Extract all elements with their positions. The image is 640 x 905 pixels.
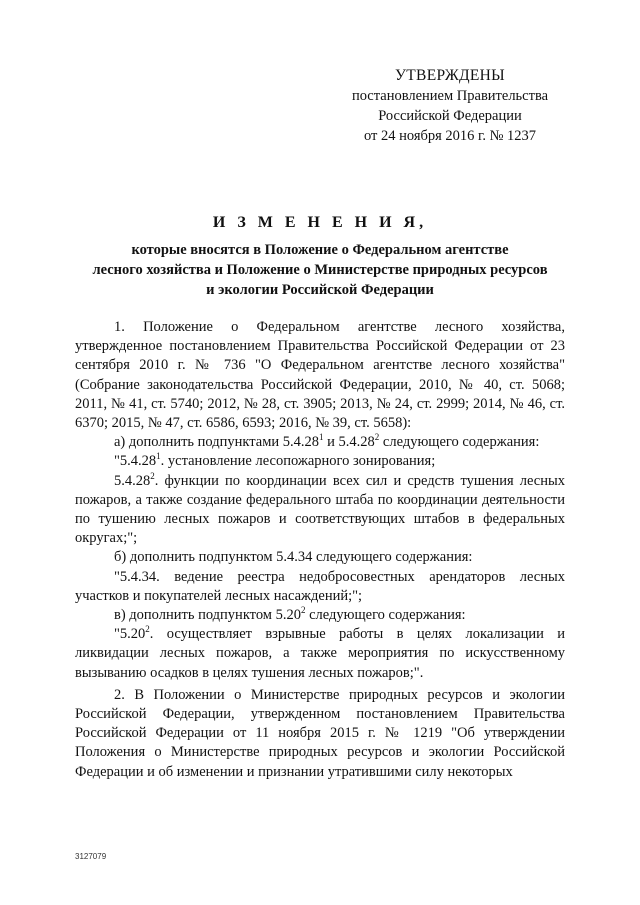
approval-heading: УТВЕРЖДЕНЫ — [395, 67, 505, 84]
subtitle-line: и экологии Российской Федерации — [206, 282, 434, 298]
text: . функции по координации всех сил и средств тушения лесных пожаров, а также создание федерального штаба по координации деятельности по тушению лесных пожаров и соответствующих штабов в федеральных округах;"; — [75, 472, 565, 547]
text: следующего содержания: — [379, 434, 540, 451]
paragraph-1: 1. Положение о Федеральном агентстве лесного хозяйства, утвержденное постановлением Правительства Российской Федерации от 23 сентября 2010 г. № 736 "О Федеральном агентстве лесного хозяйства" (Собрание законодательства Российской Федерации, 2010, № 40, ст. 5068; 2011, № 41, ст. 5740; 2012, № 28, ст. 3905; 2013, № 24, ст. 2999; 2014, № 46, ст. 6370; 2015, № 47, ст. 6586, 6593; 2016, № 39, ст. 5658): — [75, 319, 565, 432]
superscript: 1 — [156, 451, 161, 462]
document-title: И З М Е Н Е Н И Я, — [212, 214, 428, 231]
text: следующего содержания: — [305, 607, 466, 624]
text: . установление лесопожарного зонирования; — [160, 453, 436, 470]
document-body — [75, 318, 565, 782]
text: а) дополнить подпунктами 5.4.28 — [114, 434, 320, 451]
subtitle-line: которые вносятся в Положение о Федеральном агентстве — [131, 242, 509, 258]
superscript: 2 — [145, 624, 150, 635]
text: "5.4.28 — [114, 453, 157, 470]
approval-date: от 24 ноября 2016 г. № 1237 — [363, 128, 537, 144]
quote-5-4-28-2 — [75, 472, 565, 549]
text: в) дополнить подпунктом 5.20 — [114, 607, 301, 624]
quote-5-20-2 — [75, 625, 565, 683]
subitem-b: б) дополнить подпунктом 5.4.34 следующего содержания: — [114, 549, 473, 566]
approval-block — [320, 66, 580, 146]
quote-5-4-34: "5.4.34. ведение реестра недобросовестных арендаторов лесных участков и покупателей лесных насаждений;"; — [75, 568, 565, 604]
paragraph-2: 2. В Положении о Министерстве природных ресурсов и экологии Российской Федерации, утвержденном постановлением Правительства Российской Федерации от 11 ноября 2015 г. № 1219 "Об утверждении Положения о Министерстве природных ресурсов и экологии Российской Федерации и об изменении и признании утратившими силу некоторых — [75, 686, 565, 780]
subitem-c — [75, 606, 565, 625]
superscript: 1 — [319, 432, 324, 443]
superscript: 2 — [150, 470, 155, 481]
approval-line: постановлением Правительства — [351, 88, 549, 104]
text: и 5.4.28 — [323, 434, 375, 451]
document-subtitle — [70, 240, 570, 300]
document-code: 3127079 — [75, 852, 107, 861]
superscript: 2 — [300, 605, 306, 616]
quote-5-4-28-1 — [75, 452, 565, 471]
subtitle-line: лесного хозяйства и Положение о Министерстве природных ресурсов — [92, 262, 548, 278]
subitem-a — [75, 433, 565, 452]
approval-line: Российской Федерации — [378, 108, 522, 124]
text: . осуществляет взрывные работы в целях локализации и ликвидации лесных пожаров, а также мероприятия по искусственному вызыванию осадков в целях тушения лесных пожаров;". — [75, 626, 565, 681]
text: "5.20 — [114, 626, 146, 643]
superscript: 2 — [374, 432, 380, 443]
text: 5.4.28 — [114, 472, 151, 489]
